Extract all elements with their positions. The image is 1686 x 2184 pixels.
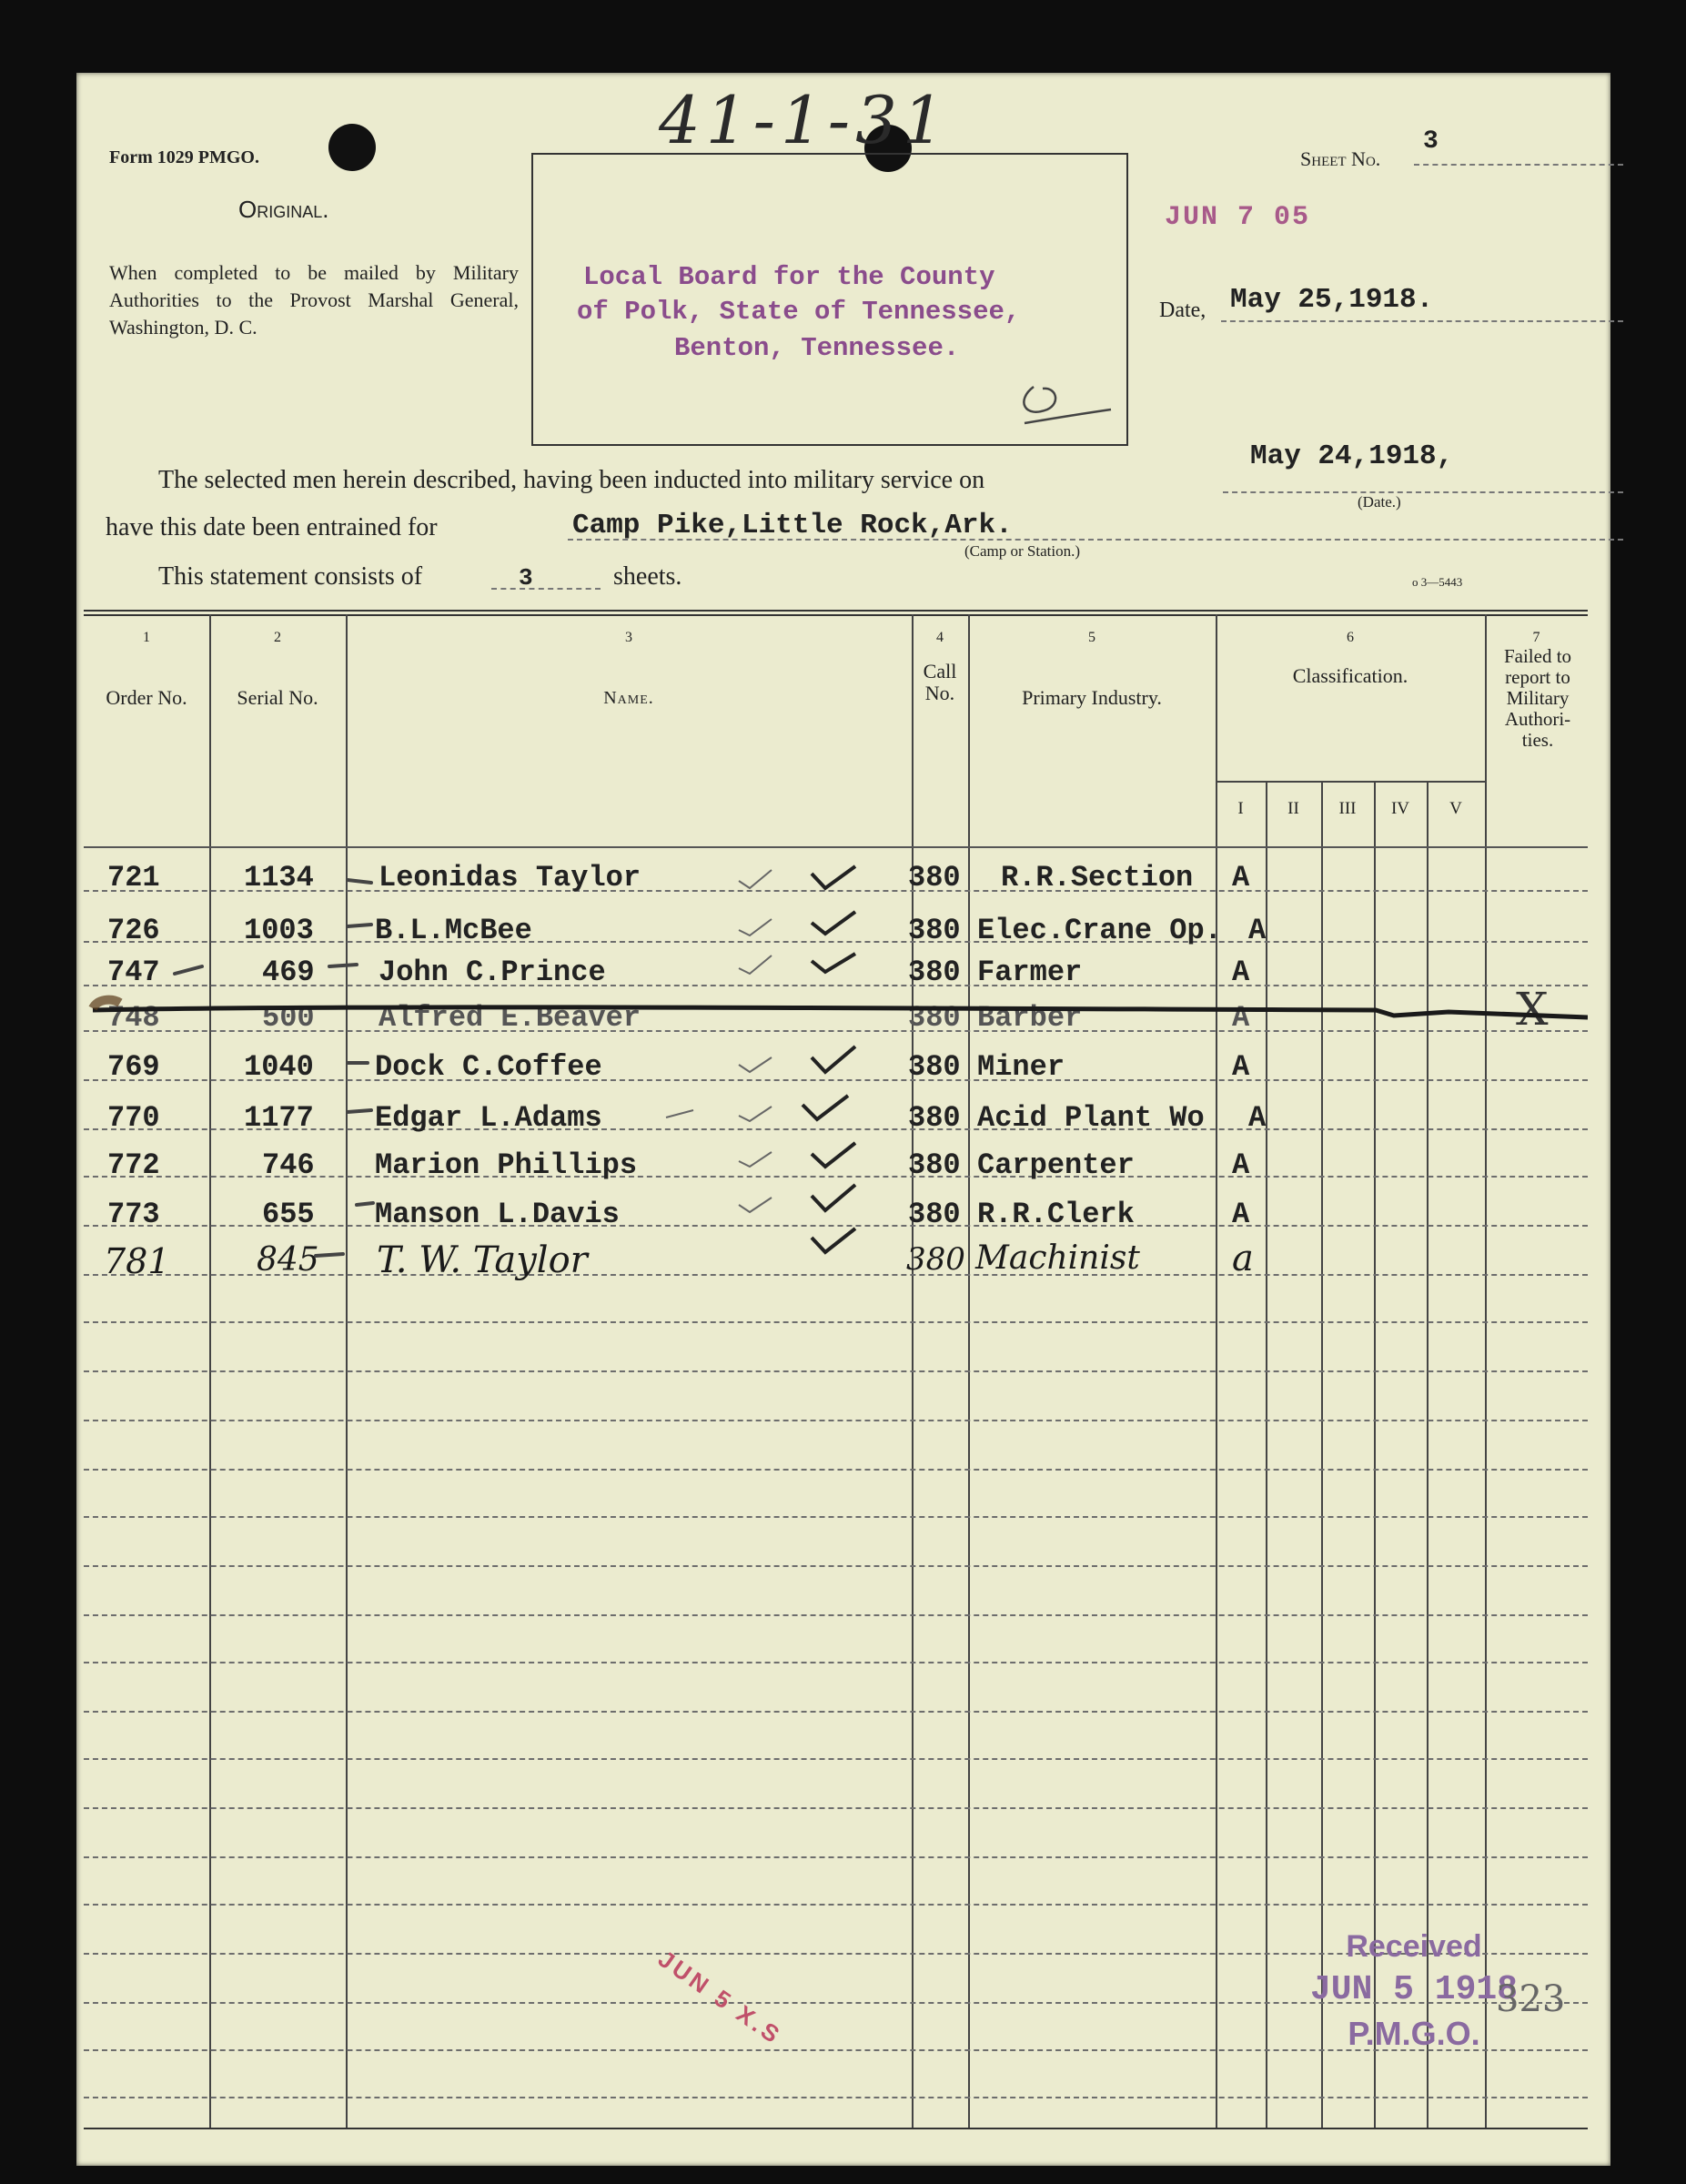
class-ii: II bbox=[1287, 799, 1299, 818]
row2-name: B.L.McBee bbox=[375, 914, 532, 947]
sheet-no-value: 3 bbox=[1423, 127, 1439, 156]
row4-class: A bbox=[1232, 1001, 1250, 1035]
row5-industry: Miner bbox=[977, 1050, 1065, 1084]
row2-order: 726 bbox=[107, 914, 160, 947]
row3-class: A bbox=[1232, 956, 1250, 989]
row6-serial: 1177 bbox=[244, 1101, 314, 1135]
row1-call: 380 bbox=[908, 861, 961, 895]
row5-serial: 1040 bbox=[244, 1050, 314, 1084]
row9-serial: 845 bbox=[257, 1241, 319, 1279]
row3-order: 747 bbox=[107, 956, 160, 989]
punch-hole-left bbox=[328, 124, 376, 171]
row3-name: John C.Prince bbox=[379, 956, 606, 989]
row4-industry: Barber bbox=[977, 1001, 1083, 1035]
statement-line-2: have this date been entrained for bbox=[106, 513, 438, 541]
row1-serial: 1134 bbox=[244, 861, 314, 895]
class-v: V bbox=[1449, 799, 1462, 818]
row6-order: 770 bbox=[107, 1101, 160, 1135]
row7-call: 380 bbox=[908, 1148, 961, 1182]
col-num-7: 7 bbox=[1532, 630, 1540, 645]
row8-order: 773 bbox=[107, 1198, 160, 1231]
row7-class: A bbox=[1232, 1148, 1250, 1182]
row6-name: Edgar L.Adams bbox=[375, 1101, 602, 1135]
row6-industry: Acid Plant Wo bbox=[977, 1101, 1205, 1135]
row2-serial: 1003 bbox=[244, 914, 314, 947]
row8-class: A bbox=[1232, 1198, 1250, 1231]
row1-class: A bbox=[1232, 861, 1250, 895]
row3-industry: Farmer bbox=[977, 956, 1083, 989]
header-failed-to-report: Failed to report to Military Authori-ties. bbox=[1503, 645, 1572, 751]
original-label: Original. bbox=[238, 196, 329, 223]
board-stamp-line2: of Polk, State of Tennessee, bbox=[577, 297, 1021, 327]
row4-name: Alfred E.Beaver bbox=[379, 1001, 641, 1035]
col-num-1: 1 bbox=[143, 630, 150, 645]
col-num-2: 2 bbox=[274, 630, 281, 645]
row9-order: 781 bbox=[104, 1241, 170, 1281]
col-num-3: 3 bbox=[625, 630, 632, 645]
row5-order: 769 bbox=[107, 1050, 160, 1084]
received-date-stamp-top: JUN 7 05 bbox=[1165, 202, 1311, 233]
received-stamp-line1: Received bbox=[1346, 1929, 1482, 1964]
row4-serial: 500 bbox=[262, 1001, 315, 1035]
row2-industry: Elec.Crane Op. bbox=[977, 914, 1222, 947]
local-board-box bbox=[531, 153, 1128, 446]
row5-call: 380 bbox=[908, 1050, 961, 1084]
bottom-small-stamp: JUN 5 X.S bbox=[653, 1945, 788, 2050]
row7-name: Marion Phillips bbox=[375, 1148, 638, 1182]
header-name: Name. bbox=[603, 688, 654, 708]
row4-order: 748 bbox=[107, 1001, 160, 1035]
row1-industry: R.R.Section bbox=[1001, 861, 1194, 895]
row5-name: Dock C.Coffee bbox=[375, 1050, 602, 1084]
header-order-no: Order No. bbox=[106, 686, 187, 709]
review-marks bbox=[84, 846, 1588, 1301]
row3-call: 380 bbox=[908, 956, 961, 989]
row1-order: 721 bbox=[107, 861, 160, 895]
mailing-instructions: When completed to be mailed by Military Authorities to the Provost Marshal General, Washington, D. C. bbox=[109, 261, 519, 339]
inducted-date: May 24,1918, bbox=[1250, 440, 1454, 472]
row3-serial: 469 bbox=[262, 956, 315, 989]
row7-order: 772 bbox=[107, 1148, 160, 1182]
row8-call: 380 bbox=[908, 1198, 961, 1231]
form-sheet bbox=[76, 73, 1610, 2166]
col-num-4: 4 bbox=[936, 630, 944, 645]
row7-industry: Carpenter bbox=[977, 1148, 1135, 1182]
statement-line-1: The selected men herein described, having been inducted into military service on bbox=[158, 466, 985, 494]
header-classification: Classification. bbox=[1292, 664, 1408, 687]
row8-serial: 655 bbox=[262, 1198, 315, 1231]
row6-call: 380 bbox=[908, 1101, 961, 1135]
row2-class: A bbox=[1248, 914, 1267, 947]
row8-industry: R.R.Clerk bbox=[977, 1198, 1135, 1231]
col-num-6: 6 bbox=[1347, 630, 1354, 645]
failed-to-report-mark: X bbox=[1516, 983, 1549, 1036]
induction-table bbox=[84, 610, 1588, 2129]
camp-destination: Camp Pike,Little Rock,Ark. bbox=[572, 510, 1013, 541]
statement-line-3-post: sheets. bbox=[613, 562, 682, 591]
sheet-no-label: Sheet No. bbox=[1300, 147, 1381, 170]
date-caption: (Date.) bbox=[1358, 493, 1401, 511]
print-code: o 3—5443 bbox=[1412, 575, 1463, 589]
row9-name: T. W. Taylor bbox=[377, 1239, 588, 1281]
class-iv: IV bbox=[1390, 799, 1410, 818]
header-serial-no: Serial No. bbox=[237, 686, 318, 709]
row9-industry: Machinist bbox=[975, 1239, 1140, 1277]
row1-name: Leonidas Taylor bbox=[379, 861, 641, 895]
sheet-count: 3 bbox=[519, 564, 533, 592]
class-iii: III bbox=[1338, 799, 1357, 818]
row9-call: 380 bbox=[906, 1241, 965, 1278]
received-stamp-line3: P.M.G.O. bbox=[1348, 2015, 1480, 2052]
board-initials-scribble bbox=[1006, 369, 1116, 432]
header-call-no: Call No. bbox=[923, 660, 957, 704]
col-num-5: 5 bbox=[1088, 630, 1095, 645]
row7-serial: 746 bbox=[262, 1148, 315, 1182]
row2-call: 380 bbox=[908, 914, 961, 947]
row6-class: A bbox=[1248, 1101, 1267, 1135]
form-number: Form 1029 PMGO. bbox=[109, 147, 259, 167]
date-value: May 25,1918. bbox=[1230, 284, 1434, 316]
board-stamp-line1: Local Board for the County bbox=[583, 262, 995, 292]
header-primary-industry: Primary Industry. bbox=[1022, 686, 1162, 709]
row8-name: Manson L.Davis bbox=[375, 1198, 620, 1231]
class-i: I bbox=[1237, 799, 1244, 818]
board-stamp-line3: Benton, Tennessee. bbox=[674, 333, 960, 363]
camp-caption: (Camp or Station.) bbox=[964, 542, 1081, 560]
row4-call: 380 bbox=[908, 1001, 961, 1035]
statement-line-3-pre: This statement consists of bbox=[158, 562, 423, 591]
row5-class: A bbox=[1232, 1050, 1250, 1084]
row9-class: a bbox=[1232, 1238, 1254, 1279]
handwritten-file-number: 41-1-31 bbox=[659, 82, 950, 158]
pencil-number: 323 bbox=[1496, 1978, 1566, 2020]
received-stamp-line2: JUN 5 1918 bbox=[1309, 1970, 1519, 2009]
date-label: Date, bbox=[1159, 298, 1206, 322]
